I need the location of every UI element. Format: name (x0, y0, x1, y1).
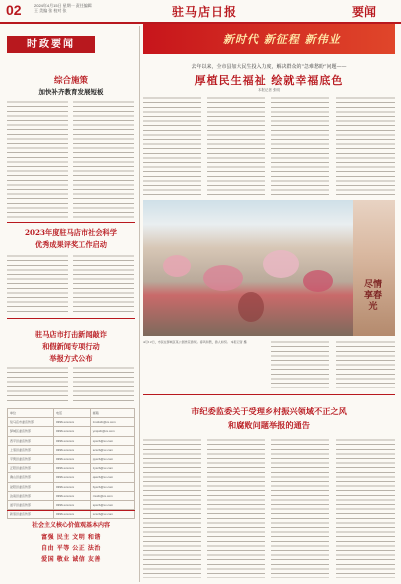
article-body (336, 438, 395, 578)
divider (7, 318, 135, 319)
article-body (73, 100, 134, 218)
table-header-cell: 单位 (8, 409, 54, 418)
table-cell: 0396-xxxxxxx (54, 491, 91, 500)
table-cell: 新蔡县委宣传部 (8, 510, 54, 519)
photo-caption: 4月12日，市民在驿城区某公园赏花游玩。春风和煦，游人如织。 本报记者 摄 (143, 340, 247, 344)
kicker: 去年以来，全市县加大民生投入力度，解决群众的“急难愁盼”问题—— (191, 64, 347, 70)
table-cell: 0396-xxxxxxx (54, 445, 91, 454)
top-banner (143, 24, 395, 54)
article-title: 综合施策 (53, 76, 88, 86)
table-row (8, 482, 135, 491)
table-cell: 平舆县委宣传部 (8, 454, 54, 463)
article-body (7, 254, 68, 312)
table-cell: 驿城区委宣传部 (8, 427, 54, 436)
news-photo (143, 200, 353, 336)
core-values-line: 爱国 敬业 诚信 友善 (41, 556, 101, 563)
table-cell: 0396-xxxxxxx (54, 500, 91, 509)
core-values-line: 富强 民主 文明 和谐 (41, 534, 101, 541)
section-banner: 时政要闻 (7, 36, 95, 53)
article-body (336, 96, 395, 196)
top-banner-text: 新时代 新征程 新伟业 (223, 33, 341, 46)
side-photo-caption: 尽情享春光 (364, 280, 383, 312)
article-body (336, 340, 395, 388)
table-cell: 西平县委宣传部 (8, 436, 54, 445)
main-headline: 厚植民生福祉 绘就幸福底色 (194, 74, 344, 87)
table-cell: scxcb@xx.com (90, 445, 134, 454)
table-cell: 驻马店市委宣传部 (8, 418, 54, 427)
article-body (73, 366, 134, 404)
table-cell: 遂平县委宣传部 (8, 500, 54, 509)
article-body (271, 438, 329, 578)
page-number: 02 (6, 2, 22, 18)
table-cell: qsxcb@xx.com (90, 473, 134, 482)
divider (7, 222, 135, 223)
divider (143, 394, 395, 395)
article-body (271, 340, 329, 388)
article-body (143, 96, 201, 196)
table-cell: 0396-xxxxxxx (54, 510, 91, 519)
table-row (8, 454, 135, 463)
section-title: 要闻 (352, 5, 377, 19)
article-title: 驻马店市打击新闻敲诈 (35, 330, 107, 339)
table-cell: 0396-xxxxxxx (54, 454, 91, 463)
article-body (271, 96, 329, 196)
divider (7, 510, 135, 511)
article-subtitle: 加快补齐教育发展短板 (38, 88, 104, 96)
table-row (8, 473, 135, 482)
table-cell: 0396-xxxxxxx (54, 473, 91, 482)
table-cell: xpxcb@xx.com (90, 436, 134, 445)
article-title: 2023年度驻马店市社会科学 (25, 228, 117, 237)
table-cell: 0396-xxxxxxx (54, 436, 91, 445)
article-title: 和假新闻专项行动 (42, 342, 100, 351)
article-body (207, 438, 265, 578)
side-photo (353, 200, 395, 336)
table-cell: 0396-xxxxxxx (54, 482, 91, 491)
table-cell: 上蔡县委宣传部 (8, 445, 54, 454)
table-cell: 泌阳县委宣传部 (8, 482, 54, 491)
table-header-row (8, 409, 135, 418)
article-body (143, 438, 201, 578)
notice-headline: 市纪委监委关于受理乡村振兴领域不正之风 (191, 406, 347, 416)
article-body (207, 96, 265, 196)
article-title: 举报方式公布 (49, 354, 93, 363)
masthead: 驻马店日报 (172, 5, 238, 19)
table-row (8, 436, 135, 445)
table-cell: pyxcb@xx.com (90, 454, 134, 463)
table-cell: xcxcb@xx.com (90, 510, 134, 519)
table-cell: spxcb@xx.com (90, 500, 134, 509)
article-body (7, 100, 68, 218)
table-row (8, 500, 135, 509)
table-cell: 正阳县委宣传部 (8, 464, 54, 473)
byline: 本报记者 张明 (257, 88, 281, 92)
table-cell: zmdxcb@xx.com (90, 418, 134, 427)
core-values-title: 社会主义核心价值观基本内容 (31, 522, 110, 529)
table-cell: 0396-xxxxxxx (54, 464, 91, 473)
table-cell: 0396-xxxxxxx (54, 427, 91, 436)
table-header-cell: 电话 (54, 409, 91, 418)
article-title: 优秀成果评奖工作启动 (35, 240, 107, 249)
table-cell: zyxcb@xx.com (90, 464, 134, 473)
table-cell: ycqxcb@xx.com (90, 427, 134, 436)
table-row (8, 491, 135, 500)
table-cell: 汝南县委宣传部 (8, 491, 54, 500)
table-row (8, 464, 135, 473)
article-body (73, 254, 134, 312)
notice-headline: 和腐败问题举报的通告 (228, 420, 310, 430)
article-body (7, 366, 68, 404)
table-header-cell: 邮箱 (90, 409, 134, 418)
table-row (8, 418, 135, 427)
column-divider (139, 26, 140, 582)
contact-table (7, 408, 135, 519)
table-row (8, 427, 135, 436)
table-cell: 0396-xxxxxxx (54, 418, 91, 427)
table-row (8, 445, 135, 454)
table-cell: rnxcb@xx.com (90, 491, 134, 500)
core-values-line: 自由 平等 公正 法治 (41, 545, 101, 552)
table-cell: 确山县委宣传部 (8, 473, 54, 482)
table-cell: byxcb@xx.com (90, 482, 134, 491)
date-line: 2024年4月15日 星期一 责任编辑 王 美编 张 校对 张 (34, 3, 92, 13)
